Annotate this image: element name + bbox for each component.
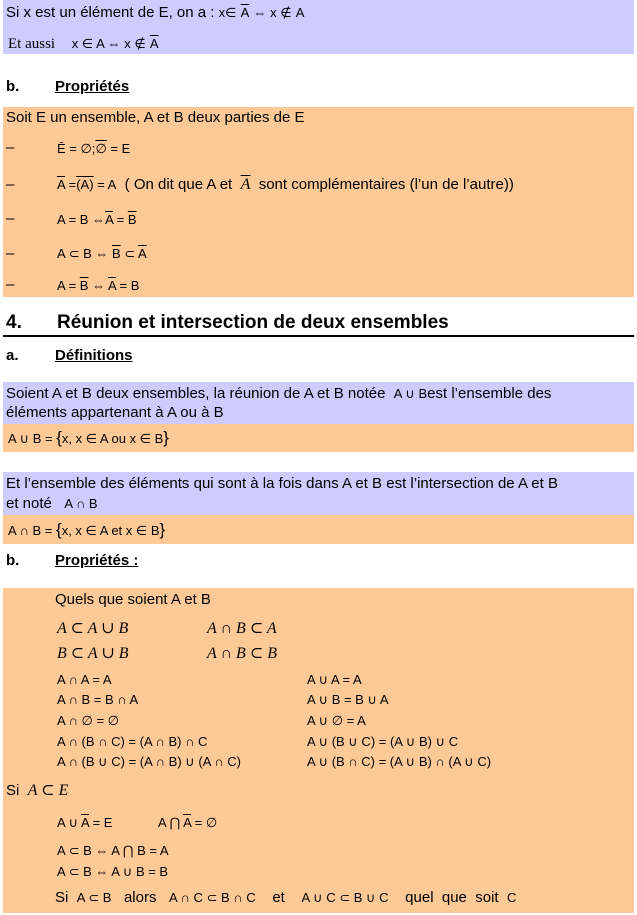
bullet-dash: –	[6, 176, 15, 193]
property-3: A = B $\Leftrightarrow\overline{A} = \overline{B}$	[57, 212, 137, 227]
subsection-title: Propriétés	[55, 78, 130, 95]
subset-equivalence-1: A ⊂ B ⇔ A ⋂ B = A	[57, 843, 169, 858]
union-law-3: A ∪ ∅ = A	[307, 713, 366, 728]
section-number: 4.	[6, 312, 22, 333]
properties2-marker: b.	[6, 552, 20, 569]
subset-equivalence-2: A ⊂ B ⇔ A ∪ B = B	[57, 864, 169, 879]
intersection-definition-line2: et noté A ∩ B	[6, 495, 98, 512]
union-definition-line2: éléments appartenant à A ou à B	[6, 404, 224, 421]
rule-also: Et aussi x ∈ A ⇔ x ∉ $\overline{A}$	[8, 36, 159, 52]
intersection-law-1: A ∩ A = A	[57, 672, 112, 687]
union-law-1: A ∪ A = A	[307, 672, 362, 687]
intersection-definition-line1: Et l’ensemble des éléments qui sont à la fois dans A et B est l’intersection de A et B	[6, 475, 558, 492]
section-underline	[3, 335, 634, 337]
rule-complement: Si x est un élément de E, on a : x∈ $\overline{A}$ ⇔ x ∉ A	[6, 4, 305, 21]
section-title: Réunion et intersection de deux ensembles	[57, 312, 449, 333]
intersection-law-5: A ∩ (B ∪ C) = (A ∩ B) ∪ (A ∩ C)	[57, 754, 241, 769]
property-5: $A = \overline{B}$ ⇔ $\overline{A} = B$	[57, 278, 140, 293]
inclusion-2: A ∩ B ⊂ A	[207, 620, 277, 637]
inclusion-4: A ∩ B ⊂ B	[207, 645, 277, 662]
bullet-dash: –	[6, 245, 15, 262]
bullet-dash: –	[6, 210, 15, 227]
intersection-law-2: A ∩ B = B ∩ A	[57, 692, 139, 707]
inclusion-3: B ⊂ A ∪ B	[57, 645, 129, 662]
intersection-law-3: A ∩ ∅ = ∅	[57, 713, 119, 728]
property-1: Ē = ∅;∅ = E	[57, 141, 131, 156]
bullet-dash: –	[6, 139, 15, 156]
definitions-marker: a.	[6, 347, 19, 364]
union-definition-line1: Soient A et B deux ensembles, la réunion de A et B notée A ∪ Best l’ensemble des	[6, 385, 552, 402]
monotonicity-statement: Si A ⊂ B alors A ∩ C ⊂ B ∩ C et A ∪ C ⊂ B ∪ C quel que soit C	[55, 889, 517, 906]
subsection-marker: b.	[6, 78, 20, 95]
subset-condition: Si A ⊂ E	[6, 782, 69, 799]
property-4: A ⊂ B ⇔ $\overline{B}$ ⊂ $\overline{A}$	[57, 246, 147, 261]
inclusion-1: A ⊂ A ∪ B	[57, 620, 129, 637]
properties2-lead: Quels que soient A et B	[55, 591, 211, 608]
intersection-law-4: A ∩ (B ∩ C) = (A ∩ B) ∩ C	[57, 734, 208, 749]
intersection-formula: A ∩ B = {x, x ∈ A et x ∈ B}	[8, 520, 166, 539]
union-law-2: A ∪ B = B ∪ A	[307, 692, 389, 707]
properties2-title: Propriétés :	[55, 552, 139, 569]
definitions-title: Définitions	[55, 347, 133, 364]
complement-union: A ∪ $\overline{A} = E$	[57, 815, 113, 830]
properties-lead: Soit E un ensemble, A et B deux parties de E	[6, 109, 305, 126]
bullet-dash: –	[6, 276, 15, 293]
union-law-4: A ∪ (B ∪ C) = (A ∪ B) ∪ C	[307, 734, 459, 749]
properties-block	[3, 107, 634, 297]
property-2: $\overline{A} =(A) = A$ ( On dit que A et $\overline{A}$ sont complémentaires (l’un de l’autre))	[57, 176, 514, 193]
union-formula: A ∪ B = {x, x ∈ A ou x ∈ B}	[8, 428, 169, 447]
union-law-5: A ∪ (B ∩ C) = (A ∪ B) ∩ (A ∪ C)	[307, 754, 492, 769]
complement-intersection: A ⋂ $\overline{A}$ = ∅	[158, 815, 218, 830]
